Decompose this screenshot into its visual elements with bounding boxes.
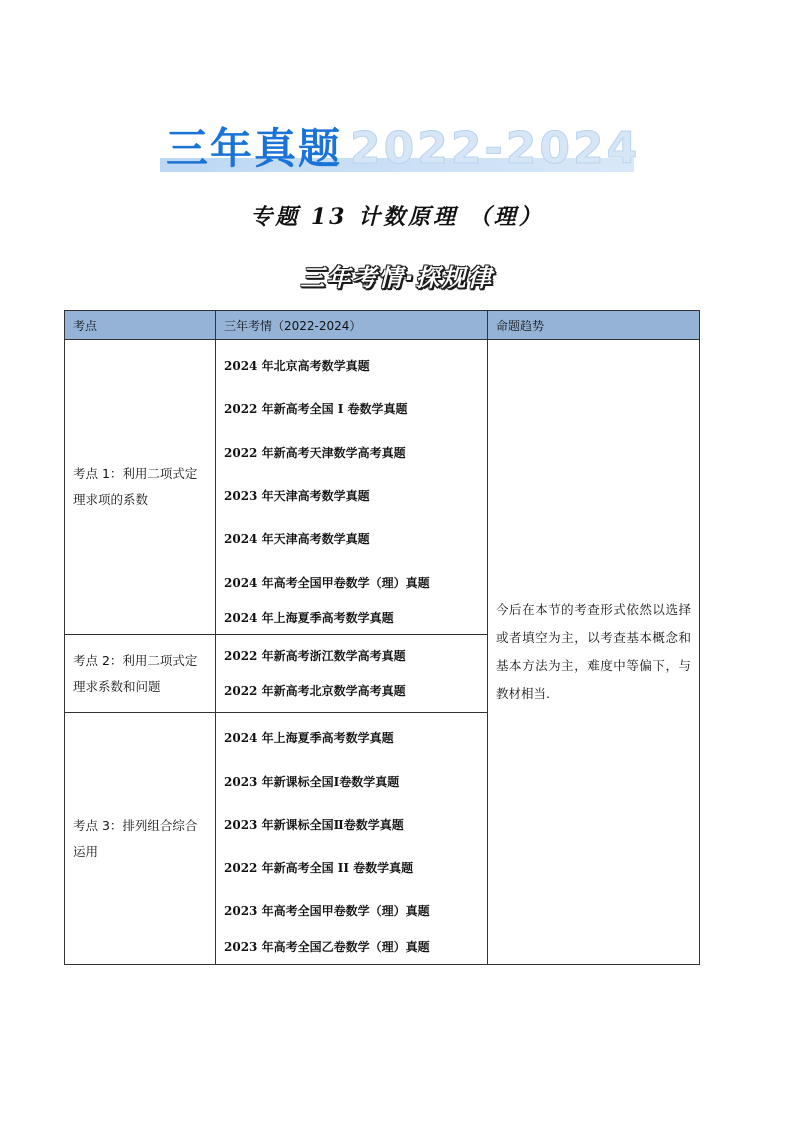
exam-item: 2024 年北京高考数学真题 bbox=[224, 358, 370, 373]
exam-item: 2023 年新课标全国Ⅱ卷数学真题 bbox=[224, 817, 404, 832]
header-point: 考点 bbox=[65, 311, 216, 340]
header-exams: 三年考情（2022-2024） bbox=[216, 311, 488, 340]
point-1-exams bbox=[216, 340, 488, 635]
exam-item: 2024 年上海夏季高考数学真题 bbox=[224, 731, 394, 746]
topic-title: 专题 13 计数原理 （理） bbox=[250, 204, 544, 230]
table-row bbox=[65, 340, 700, 635]
exam-item: 2023 年高考全国乙卷数学（理）真题 bbox=[224, 939, 430, 954]
trend-text: 今后在本节的考查形式依然以选择或者填空为主，以考查基本概念和基本方法为主，难度中等偏下，与教材相当. bbox=[488, 340, 700, 965]
exam-item: 2023 年高考全国甲卷数学（理）真题 bbox=[224, 904, 430, 919]
exam-item: 2023 年新课标全国Ⅰ卷数学真题 bbox=[224, 774, 400, 789]
exam-item: 2022 年新高考天津数学高考真题 bbox=[224, 445, 406, 460]
point-2-label: 考点 2：利用二项式定理求系数和问题 bbox=[65, 635, 216, 713]
subtitle-banner bbox=[272, 258, 522, 298]
exam-item: 2022 年新高考北京数学高考真题 bbox=[224, 683, 406, 698]
header-trend: 命题趋势 bbox=[488, 311, 700, 340]
table-header-row bbox=[65, 311, 700, 340]
point-1-label: 考点 1：利用二项式定理求项的系数 bbox=[65, 340, 216, 635]
title-banner bbox=[160, 120, 641, 178]
exam-item: 2022 年新高考全国 I 卷数学真题 bbox=[224, 402, 408, 417]
banner-title-years: 2022-2024 bbox=[350, 123, 641, 174]
exam-item: 2024 年天津高考数学真题 bbox=[224, 532, 370, 547]
exam-item: 2024 年上海夏季高考数学真题 bbox=[224, 611, 394, 626]
exam-item: 2024 年高考全国甲卷数学（理）真题 bbox=[224, 575, 430, 590]
exam-analysis-table bbox=[64, 310, 700, 965]
exam-item: 2022 年新高考全国 II 卷数学真题 bbox=[224, 861, 414, 876]
banner-title-cn: 三年真题 bbox=[166, 124, 343, 173]
point-2-exams bbox=[216, 635, 488, 713]
exam-item: 2022 年新高考浙江数学高考真题 bbox=[224, 648, 406, 663]
exam-item: 2023 年天津高考数学真题 bbox=[224, 489, 370, 503]
point-3-label: 考点 3：排列组合综合运用 bbox=[65, 713, 216, 965]
subtitle-text: 三年考情·探规律 bbox=[300, 264, 494, 292]
point-3-exams bbox=[216, 713, 488, 965]
